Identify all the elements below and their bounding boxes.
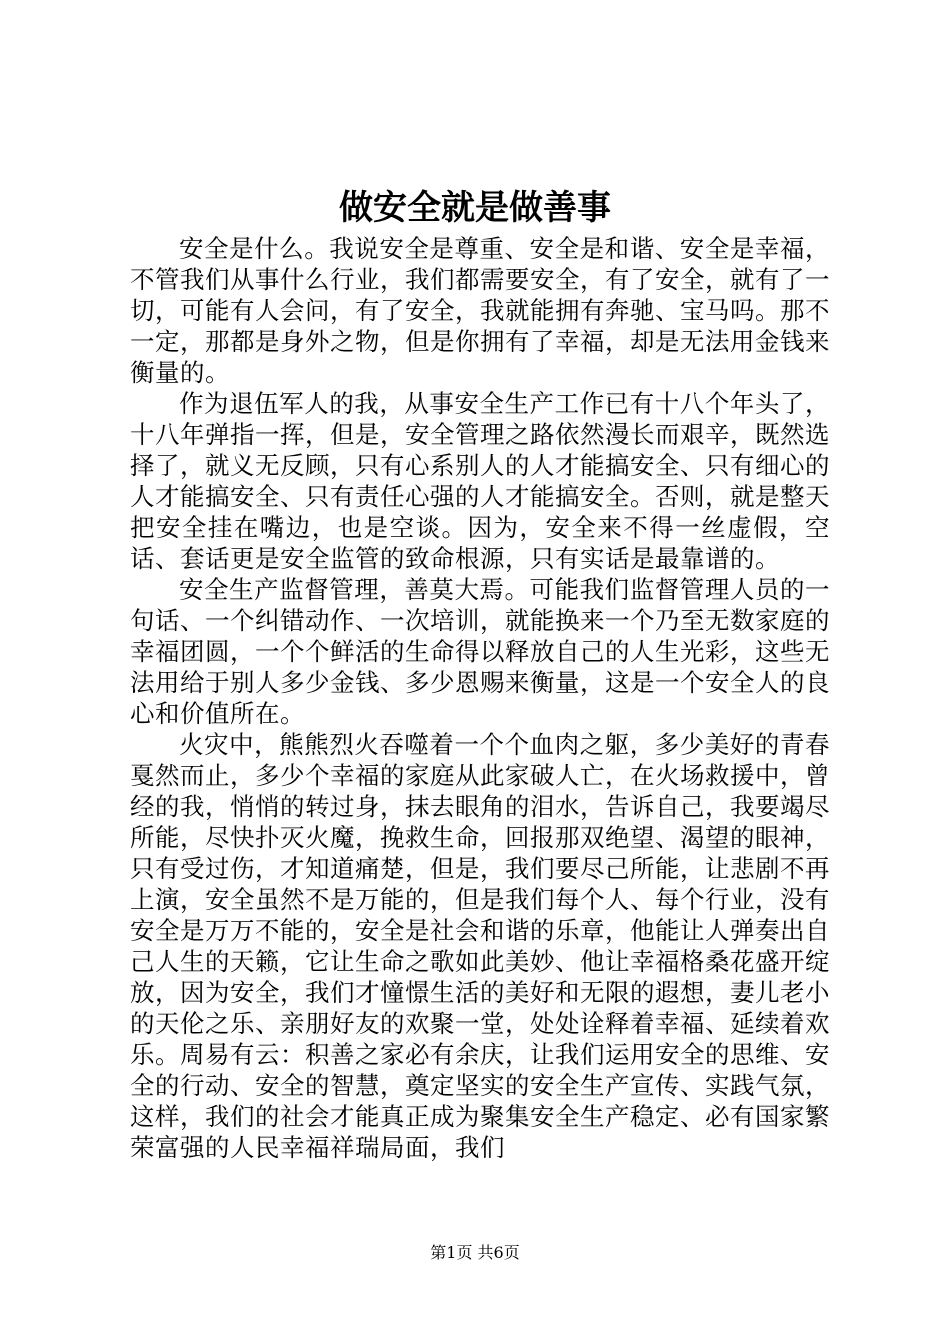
- paragraph: 作为退伍军人的我，从事安全生产工作已有十八个年头了，十八年弹指一挥，但是，安全管理之路依然漫长而艰辛，既然选择了，就义无反顾，只有心系别人的人才能搞安全、只有细心的人才能搞安全、只有责任心强的人才能搞安全。否则，就是整天把安全挂在嘴边，也是空谈。因为，安全来不得一丝虚假，空话、套话更是安全监管的致命根源，只有实话是最靠谱的。: [130, 389, 830, 573]
- paragraph: 安全是什么。我说安全是尊重、安全是和谐、安全是幸福，不管我们从事什么行业，我们都需要安全，有了安全，就有了一切，可能有人会问，有了安全，我就能拥有奔驰、宝马吗。那不一定，那都是身外之物，但是你拥有了幸福，却是无法用金钱来衡量的。: [130, 234, 830, 387]
- paragraph: 火灾中，熊熊烈火吞噬着一个个血肉之躯，多少美好的青春戛然而止，多少个幸福的家庭从此家破人亡，在火场救援中，曾经的我，悄悄的转过身，抹去眼角的泪水，告诉自己，我要竭尽所能，尽快扑灭火魔，挽救生命，回报那双绝望、渴望的眼神，只有受过伤，才知道痛楚，但是，我们要尽己所能，让悲剧不再上演，安全虽然不是万能的，但是我们每个人、每个行业，没有安全是万万不能的，安全是社会和谐的乐章，他能让人弹奏出自己人生的天籁，它让生命之歌如此美妙、他让幸福格桑花盛开绽放，因为安全，我们才憧憬生活的美好和无限的遐想，妻儿老小的天伦之乐、亲朋好友的欢聚一堂，处处诠释着幸福、延续着欢乐。周易有云：积善之家必有余庆，让我们运用安全的思维、安全的行动、安全的智慧，奠定坚实的安全生产宣传、实践气氛，这样，我们的社会才能真正成为聚集安全生产稳定、必有国家繁荣富强的人民幸福祥瑞局面，我们: [130, 730, 830, 1162]
- page-number-footer: 第1页 共6页: [430, 1243, 520, 1262]
- document-body: [130, 233, 830, 1163]
- paragraph: 安全生产监督管理，善莫大焉。可能我们监督管理人员的一句话、一个纠错动作、一次培训，就能换来一个乃至无数家庭的幸福团圆，一个个鲜活的生命得以释放自己的人生光彩，这些无法用给于别人多少金钱、多少恩赐来衡量，这是一个安全人的良心和价值所在。: [130, 575, 830, 728]
- document-title: 做安全就是做善事: [339, 188, 611, 228]
